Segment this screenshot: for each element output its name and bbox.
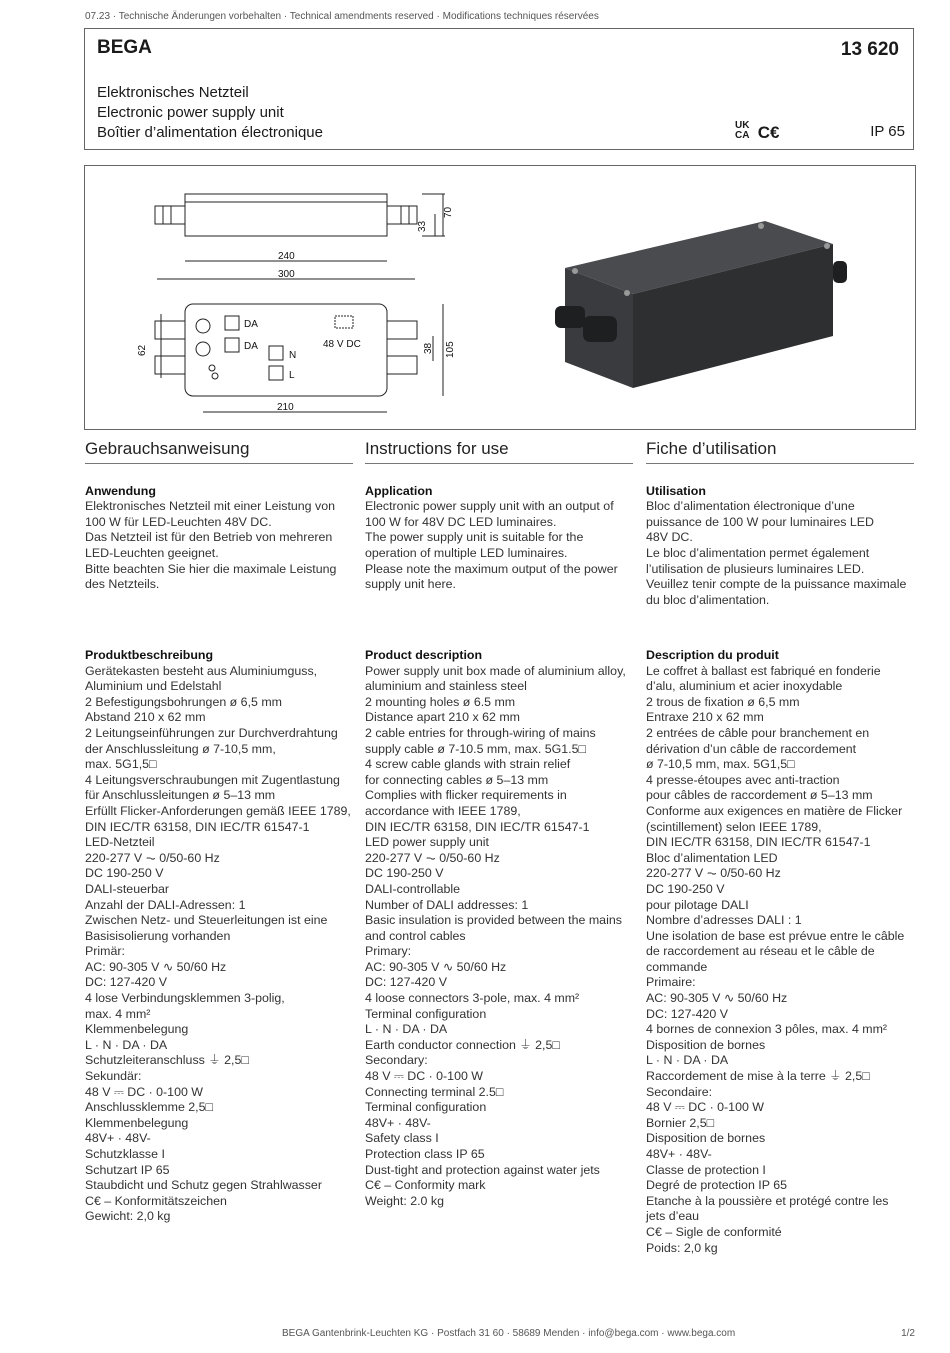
- description-line: für Anschlussleitungen ø 5–13 mm: [85, 788, 276, 803]
- article-number: 13 620: [840, 39, 899, 60]
- application-title-fr: Utilisation: [646, 483, 706, 498]
- description-line: Secondary:: [365, 1053, 428, 1068]
- description-title-fr: Description du produit: [646, 648, 779, 662]
- description-line: der Anschlussleitung ø 7-10,5 mm,: [85, 741, 276, 756]
- description-line: Bornier 2,5□: [646, 1115, 715, 1130]
- description-line: Bloc d’alimentation LED: [646, 850, 778, 865]
- description-line: Connecting terminal 2.5□: [365, 1084, 504, 1099]
- column-en: [365, 439, 633, 1208]
- description-text-fr: [646, 664, 904, 1257]
- label-n: N: [289, 350, 297, 361]
- description-line: Staubdicht und Schutz gegen Strahlwasser: [85, 1178, 322, 1193]
- description-line: 220-277 V ⏦ 0/50-60 Hz: [365, 850, 500, 865]
- description-line: AC: 90-305 V ∿ 50/60 Hz: [646, 991, 788, 1006]
- ce-mark: C€: [757, 123, 780, 142]
- dim-70: 70: [443, 206, 454, 218]
- text-line: operation of multiple LED luminaires.: [365, 545, 568, 560]
- description-line: Entraxe 210 x 62 mm: [646, 710, 764, 725]
- title-de: Elektronisches Netzteil: [97, 84, 249, 101]
- description-line: supply cable ø 7-10.5 mm, max. 5G1.5□: [365, 741, 586, 756]
- description-text-en: [365, 664, 626, 1210]
- description-line: Schutzklasse I: [85, 1147, 165, 1161]
- description-line: LED power supply unit: [365, 835, 489, 850]
- brand-logo: BEGA: [97, 37, 152, 58]
- label-48vdc: 48 V DC: [323, 339, 361, 350]
- description-line: 48 V ⎓ DC · 0-100 W: [646, 1100, 764, 1115]
- description-line: DC: 127-420 V: [85, 975, 167, 990]
- description-line: 220-277 V ⏦ 0/50-60 Hz: [646, 866, 781, 881]
- description-line: Anschlussklemme 2,5□: [85, 1100, 213, 1115]
- description-line: 48V+ · 48V-: [365, 1115, 431, 1130]
- description-line: Etanche à la poussière et protégé contre les: [646, 1193, 889, 1208]
- description-line: Conforme aux exigences en matière de Flicker: [646, 803, 903, 818]
- description-line: Aluminium und Edelstahl: [85, 679, 222, 694]
- description-line: DC 190-250 V: [646, 881, 725, 896]
- text-line: Das Netzteil ist für den Betrieb von mehreren: [85, 530, 333, 545]
- description-line: Raccordement de mise à la terre ⏚ 2,5□: [646, 1069, 870, 1084]
- text-line: Veuillez tenir compte de la puissance maximale: [646, 577, 907, 592]
- dim-240: 240: [278, 251, 295, 262]
- dim-300: 300: [278, 269, 295, 280]
- description-line: max. 5G1,5□: [85, 757, 157, 772]
- top-notice: 07.23 · Technische Änderungen vorbehalten · Technical amendments reserved · Modifications techniques réservées: [85, 11, 599, 22]
- text-line: LED-Leuchten geeignet.: [85, 545, 219, 560]
- description-line: Primary:: [365, 944, 412, 959]
- text-line: Please note the maximum output of the power: [365, 561, 618, 576]
- description-line: 4 screw cable glands with strain relief: [365, 757, 571, 772]
- description-line: Weight: 2.0 kg: [365, 1193, 444, 1208]
- description-line: Terminal configuration: [365, 1006, 487, 1021]
- description-line: 2 Befestigungsbohrungen ø 6,5 mm: [85, 694, 282, 709]
- description-line: DIN IEC/TR 63158, DIN IEC/TR 61547-1: [646, 835, 871, 850]
- text-line: Bloc d’alimentation électronique d’une: [646, 499, 855, 514]
- dim-210: 210: [277, 402, 294, 413]
- heading-fr: Fiche d’utilisation: [646, 441, 914, 464]
- description-line: commande: [646, 959, 708, 974]
- description-line: Gewicht: 2,0 kg: [85, 1209, 171, 1224]
- description-line: Klemmenbelegung: [85, 1022, 189, 1037]
- heading-en: Instructions for use: [365, 441, 633, 464]
- description-line: 220-277 V ⏦ 0/50-60 Hz: [85, 850, 220, 865]
- description-line: 2 entrées de câble pour branchement en: [646, 725, 870, 740]
- description-line: 48V+ · 48V-: [85, 1131, 151, 1146]
- application-title-de: Anwendung: [85, 483, 156, 498]
- title-fr: Boîtier d’alimentation électronique: [97, 124, 323, 141]
- description-line: L · N · DA · DA: [85, 1037, 168, 1052]
- description-line: Primaire:: [646, 975, 696, 990]
- description-line: DC: 127-420 V: [365, 975, 447, 990]
- description-line: Basic insulation is provided between the mains: [365, 913, 622, 928]
- text-line: des Netzteils.: [85, 577, 160, 592]
- product-titles: [97, 83, 323, 143]
- description-line: AC: 90-305 V ∿ 50/60 Hz: [85, 959, 227, 974]
- description-line: 4 Leitungsverschraubungen mit Zugentlastung: [85, 772, 340, 787]
- text-line: du bloc d’alimentation.: [646, 592, 770, 607]
- description-line: 2 cable entries for through-wiring of mains: [365, 725, 596, 740]
- description-line: Complies with flicker requirements in: [365, 788, 567, 803]
- description-line: Disposition de bornes: [646, 1131, 766, 1146]
- description-line: Sekundär:: [85, 1069, 142, 1084]
- description-line: AC: 90-305 V ∿ 50/60 Hz: [365, 959, 507, 974]
- description-line: 48 V ⎓ DC · 0-100 W: [365, 1069, 483, 1084]
- description-line: aluminium and stainless steel: [365, 679, 527, 694]
- description-line: Classe de protection I: [646, 1162, 766, 1177]
- description-line: Poids: 2,0 kg: [646, 1240, 718, 1255]
- description-line: C€ – Konformitätszeichen: [85, 1193, 227, 1208]
- description-line: DALI-steuerbar: [85, 881, 170, 896]
- description-line: DC 190-250 V: [365, 866, 444, 881]
- description-line: 4 loose connectors 3-pole, max. 4 mm²: [365, 991, 580, 1006]
- certification-marks: [735, 121, 779, 143]
- application-text-fr: [646, 499, 914, 608]
- description-line: DC: 127-420 V: [646, 1006, 728, 1021]
- description-line: de raccordement au réseau et le câble de: [646, 944, 875, 959]
- description-line: Basisisolierung vorhanden: [85, 928, 231, 943]
- description-line: DALI-controllable: [365, 881, 461, 896]
- description-line: 4 presse-étoupes avec anti-traction: [646, 772, 840, 787]
- description-line: pour pilotage DALI: [646, 897, 749, 912]
- description-line: Nombre d’adresses DALI : 1: [646, 913, 802, 928]
- description-title-en: Product description: [365, 648, 483, 662]
- side-view-body: [185, 194, 387, 236]
- technical-drawing: [85, 166, 915, 429]
- title-en: Electronic power supply unit: [97, 104, 284, 121]
- label-da-1: DA: [244, 319, 258, 330]
- page-number: 1/2: [901, 1328, 915, 1339]
- description-line: max. 4 mm²: [85, 1006, 151, 1021]
- application-title-en: Application: [365, 483, 433, 498]
- description-line: 2 mounting holes ø 6.5 mm: [365, 694, 516, 709]
- description-line: Power supply unit box made of aluminium alloy,: [365, 663, 626, 678]
- description-line: Disposition de bornes: [646, 1037, 766, 1052]
- description-line: Secondaire:: [646, 1084, 713, 1099]
- description-line: C€ – Conformity mark: [365, 1178, 486, 1193]
- description-line: Anzahl der DALI-Adressen: 1: [85, 897, 246, 912]
- description-line: L · N · DA · DA: [365, 1022, 448, 1037]
- label-da-2: DA: [244, 341, 258, 352]
- description-line: Erfüllt Flicker-Anforderungen gemäß IEEE 1789,: [85, 803, 351, 818]
- description-line: Number of DALI addresses: 1: [365, 897, 529, 912]
- description-line: C€ – Sigle de conformité: [646, 1224, 782, 1239]
- text-line: Elektronisches Netzteil mit einer Leistung von: [85, 499, 335, 514]
- heading-de: Gebrauchsanweisung: [85, 441, 353, 464]
- description-line: Terminal configuration: [365, 1100, 487, 1115]
- product-photo: [555, 221, 847, 388]
- application-text-de: [85, 499, 353, 593]
- description-text-de: [85, 664, 351, 1225]
- description-line: d’alu, aluminium et acier inoxydable: [646, 679, 843, 694]
- product-figure: [84, 165, 916, 430]
- description-line: Zwischen Netz- und Steuerleitungen ist eine: [85, 913, 328, 928]
- description-line: L · N · DA · DA: [646, 1053, 729, 1068]
- description-line: jets d’eau: [646, 1209, 700, 1224]
- text-line: Bitte beachten Sie hier die maximale Leistung: [85, 561, 337, 576]
- description-line: Primär:: [85, 944, 125, 959]
- dim-105: 105: [445, 341, 456, 358]
- text-line: l’utilisation de plusieurs luminaires LED.: [646, 561, 865, 576]
- text-line: The power supply unit is suitable for the: [365, 530, 584, 545]
- description-line: Schutzleiteranschluss ⏚ 2,5□: [85, 1053, 249, 1068]
- description-line: Earth conductor connection ⏚ 2,5□: [365, 1037, 560, 1052]
- ukca-mark: UK CA: [735, 120, 750, 141]
- description-line: Distance apart 210 x 62 mm: [365, 710, 520, 725]
- description-line: Abstand 210 x 62 mm: [85, 710, 206, 725]
- description-line: 4 bornes de connexion 3 pôles, max. 4 mm²: [646, 1022, 888, 1037]
- description-line: accordance with IEEE 1789,: [365, 803, 521, 818]
- text-line: supply unit here.: [365, 577, 456, 592]
- description-line: 2 Leitungseinführungen zur Durchverdrahtung: [85, 725, 338, 740]
- dim-33: 33: [417, 220, 428, 232]
- description-line: Klemmenbelegung: [85, 1115, 189, 1130]
- column-fr: [646, 439, 914, 1255]
- description-line: 2 trous de fixation ø 6,5 mm: [646, 694, 800, 709]
- header-box: [84, 28, 914, 150]
- ip-rating: IP 65: [870, 123, 905, 140]
- description-line: Protection class IP 65: [365, 1147, 485, 1161]
- dim-38: 38: [423, 342, 434, 354]
- text-line: Le bloc d’alimentation permet également: [646, 545, 870, 560]
- text-line: 100 W for 48V DC LED luminaires.: [365, 514, 557, 529]
- description-line: DIN IEC/TR 63158, DIN IEC/TR 61547-1: [365, 819, 590, 834]
- description-title-de: Produktbeschreibung: [85, 648, 214, 662]
- text-line: 100 W für LED-Leuchten 48V DC.: [85, 514, 272, 529]
- description-line: 48V+ · 48V-: [646, 1147, 712, 1161]
- description-line: Une isolation de base est prévue entre le câble: [646, 928, 905, 943]
- dim-62: 62: [137, 344, 148, 356]
- footer-address: BEGA Gantenbrink-Leuchten KG · Postfach 31 60 · 58689 Menden · info@bega.com · www.bega.com: [282, 1328, 736, 1339]
- description-line: Le coffret à ballast est fabriqué en fonderie: [646, 663, 881, 678]
- description-line: Schutzart IP 65: [85, 1162, 170, 1177]
- description-line: Dust-tight and protection against water jets: [365, 1162, 600, 1177]
- top-view-body: [185, 304, 387, 396]
- description-line: and control cables: [365, 928, 466, 943]
- description-line: ø 7-10,5 mm, max. 5G1,5□: [646, 757, 795, 772]
- description-line: (scintillement) selon IEEE 1789,: [646, 819, 822, 834]
- description-line: 48 V ⎓ DC · 0-100 W: [85, 1084, 203, 1099]
- column-de: [85, 439, 353, 1224]
- description-line: LED-Netzteil: [85, 835, 155, 850]
- description-line: for connecting cables ø 5–13 mm: [365, 772, 549, 787]
- description-line: pour câbles de raccordement ø 5–13 mm: [646, 788, 873, 803]
- label-l: L: [289, 370, 295, 381]
- text-line: Electronic power supply unit with an output of: [365, 499, 614, 514]
- description-line: 4 lose Verbindungsklemmen 3-polig,: [85, 991, 285, 1006]
- description-line: Gerätekasten besteht aus Aluminiumguss,: [85, 663, 318, 678]
- description-line: Degré de protection IP 65: [646, 1178, 787, 1193]
- description-line: DC 190-250 V: [85, 866, 164, 881]
- description-line: DIN IEC/TR 63158, DIN IEC/TR 61547-1: [85, 819, 310, 834]
- text-line: puissance de 100 W pour luminaires LED: [646, 514, 874, 529]
- description-line: Safety class I: [365, 1131, 439, 1146]
- application-text-en: [365, 499, 633, 593]
- description-line: dérivation d’un câble de raccordement: [646, 741, 857, 756]
- text-line: 48V DC.: [646, 530, 693, 545]
